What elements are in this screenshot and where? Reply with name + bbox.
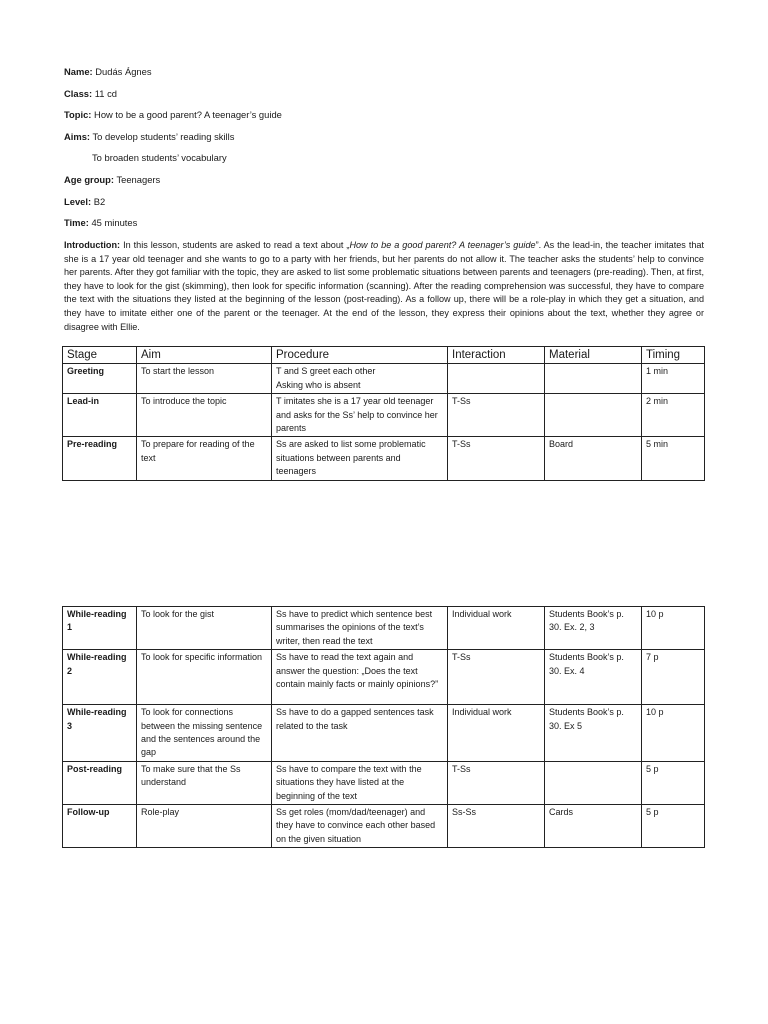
level-line <box>64 196 105 208</box>
cell-aim: To look for specific information <box>137 650 272 705</box>
class-value: 11 cd <box>94 88 117 99</box>
level-value: B2 <box>93 196 106 207</box>
table-row <box>63 364 705 394</box>
cell-aim: To prepare for reading of the text <box>137 437 272 480</box>
cell-aim: To start the lesson <box>137 364 272 394</box>
cell-procedure: Ss have to compare the text with the situations they have listed at the beginning of the text <box>272 761 448 804</box>
name-line <box>64 66 152 78</box>
topic-value: How to be a good parent? A teenager’s guide <box>94 109 282 120</box>
introduction-paragraph <box>64 239 704 334</box>
topic-label: Topic: <box>64 109 92 120</box>
cell-aim: To look for the gist <box>137 607 272 650</box>
introduction-text-title: How to be a good parent? A teenager’s guide <box>349 240 536 250</box>
header-timing: Timing <box>642 347 705 364</box>
table-row <box>63 705 705 762</box>
table-row <box>63 761 705 804</box>
cell-stage: Lead-in <box>63 394 137 437</box>
age-group-line <box>64 174 160 186</box>
cell-timing: 1 min <box>642 364 705 394</box>
cell-aim: To introduce the topic <box>137 394 272 437</box>
name-label: Name: <box>64 66 93 77</box>
cell-interaction: T-Ss <box>448 650 545 705</box>
cell-procedure: Ss have to read the text again and answer the question: „Does the text contain mainly facts or mainly opinions?” <box>272 650 448 705</box>
cell-stage: While-reading 1 <box>63 607 137 650</box>
introduction-text-start: In this lesson, students are asked to read a text about „ <box>123 240 350 250</box>
header-procedure: Procedure <box>272 347 448 364</box>
header-interaction: Interaction <box>448 347 545 364</box>
cell-material: Students Book’s p. 30. Ex. 4 <box>545 650 642 705</box>
introduction-text-rest: ”. As the lead-in, the teacher imitates that she is a 17 year old teenager and she wants to go to a party with her friends, but her parents do not allow it. The teacher asks the students’ help to convince her parents. After they got familiar with the topic, they are asked to list some problematic situations between parents and teenagers (pre-reading). Then, at first, they have to look for the gist (skimming), then look for specific information (scanning). After the reading comprehension was successful, they have to compare the text with the situations they listed at the beginning of the lesson (post-reading). As a follow up, there will be a role-play in which they get a situation, and they have to imitate either one of the parent or the teenager. At the end of the lesson, they express their opinions about the text, whether they agree or disagree with Ellie. <box>64 240 705 332</box>
cell-procedure: T imitates she is a 17 year old teenager and asks for the Ss’ help to convince her parents <box>272 394 448 437</box>
cell-procedure: T and S greet each other Asking who is absent <box>272 364 448 394</box>
cell-interaction: Individual work <box>448 607 545 650</box>
header-aim: Aim <box>137 347 272 364</box>
table-row <box>63 437 705 480</box>
cell-stage: While-reading 2 <box>63 650 137 705</box>
age-group-value: Teenagers <box>116 174 161 185</box>
aims-value-1: To develop students’ reading skills <box>92 131 235 142</box>
aims-label: Aims: <box>64 131 91 142</box>
cell-timing: 5 min <box>642 437 705 480</box>
cell-stage: Post-reading <box>63 761 137 804</box>
cell-material: Cards <box>545 805 642 848</box>
cell-procedure: Ss have to predict which sentence best summarises the opinions of the text’s writer, then read the text <box>272 607 448 650</box>
cell-timing: 7 p <box>642 650 705 705</box>
cell-interaction <box>448 364 545 394</box>
time-line <box>64 217 137 229</box>
header-stage: Stage <box>63 347 137 364</box>
table-header-row <box>63 347 705 364</box>
cell-procedure: Ss are asked to list some problematic situations between parents and teenagers <box>272 437 448 480</box>
cell-material <box>545 394 642 437</box>
lesson-plan-table-1 <box>62 346 705 481</box>
cell-interaction: Ss-Ss <box>448 805 545 848</box>
cell-stage: Follow-up <box>63 805 137 848</box>
name-value: Dudás Ágnes <box>95 66 152 77</box>
age-group-label: Age group: <box>64 174 114 185</box>
table-row <box>63 607 705 650</box>
cell-timing: 5 p <box>642 761 705 804</box>
cell-timing: 10 p <box>642 607 705 650</box>
cell-material: Students Book’s p. 30. Ex. 2, 3 <box>545 607 642 650</box>
aims-line-2 <box>92 152 227 164</box>
aims-value-2: To broaden students’ vocabulary <box>92 152 227 163</box>
class-label: Class: <box>64 88 93 99</box>
cell-interaction: Individual work <box>448 705 545 762</box>
cell-stage: Pre-reading <box>63 437 137 480</box>
cell-timing: 2 min <box>642 394 705 437</box>
level-label: Level: <box>64 196 92 207</box>
aims-line <box>64 131 234 143</box>
cell-aim: To look for connections between the missing sentence and the sentences around the gap <box>137 705 272 762</box>
cell-aim: Role-play <box>137 805 272 848</box>
cell-aim: To make sure that the Ss understand <box>137 761 272 804</box>
cell-stage: While-reading 3 <box>63 705 137 762</box>
table-row <box>63 650 705 705</box>
topic-line <box>64 109 282 121</box>
cell-timing: 5 p <box>642 805 705 848</box>
header-material: Material <box>545 347 642 364</box>
cell-material <box>545 364 642 394</box>
cell-material: Students Book’s p. 30. Ex 5 <box>545 705 642 762</box>
cell-interaction: T-Ss <box>448 394 545 437</box>
time-label: Time: <box>64 217 89 228</box>
introduction-label: Introduction: <box>64 240 121 250</box>
cell-stage: Greeting <box>63 364 137 394</box>
cell-procedure: Ss get roles (mom/dad/teenager) and they have to convince each other based on the given situation <box>272 805 448 848</box>
cell-procedure: Ss have to do a gapped sentences task related to the task <box>272 705 448 762</box>
cell-material <box>545 761 642 804</box>
class-line <box>64 88 117 100</box>
table-row <box>63 805 705 848</box>
cell-interaction: T-Ss <box>448 437 545 480</box>
table-row <box>63 394 705 437</box>
time-value: 45 minutes <box>91 217 138 228</box>
cell-timing: 10 p <box>642 705 705 762</box>
lesson-plan-table-2 <box>62 606 705 848</box>
cell-interaction: T-Ss <box>448 761 545 804</box>
cell-material: Board <box>545 437 642 480</box>
